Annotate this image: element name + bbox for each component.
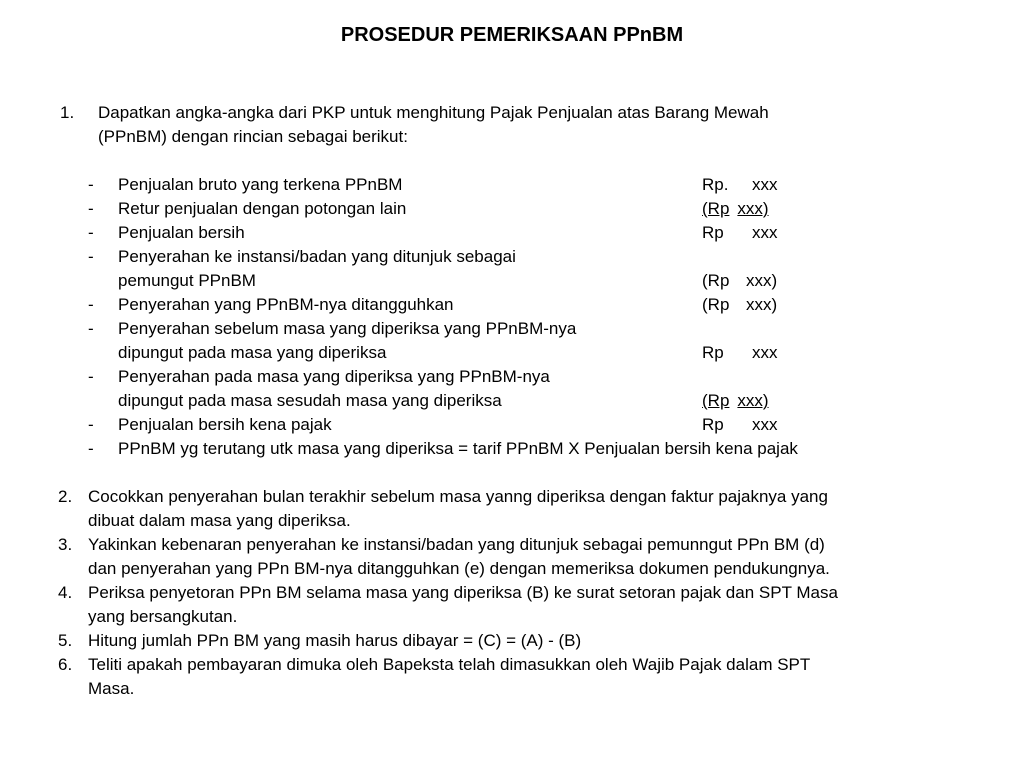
subitem-text-continued: pemungut PPnBM <box>118 271 256 290</box>
dash-bullet: - <box>88 199 94 218</box>
dash-bullet: - <box>88 439 94 458</box>
subitem-text: Penyerahan ke instansi/badan yang ditunjuk sebagai <box>118 247 516 266</box>
dash-bullet: - <box>88 367 94 386</box>
subitem-text-continued: dipungut pada masa yang diperiksa <box>118 343 387 362</box>
subitem-text: Penyerahan sebelum masa yang diperiksa yang PPnBM-nya <box>118 319 577 338</box>
item-text-line: dan penyerahan yang PPn BM-nya ditangguhkan (e) dengan memeriksa dokumen pendukungnya. <box>88 559 830 578</box>
dash-bullet: - <box>88 223 94 242</box>
item-number: 6. <box>58 655 73 674</box>
subitem-text: Penjualan bersih kena pajak <box>118 415 332 434</box>
currency-label: Rp <box>702 415 724 434</box>
amount-value: xxx <box>752 415 778 434</box>
item-text-line: Teliti apakah pembayaran dimuka oleh Bapeksta telah dimasukkan oleh Wajib Pajak dalam SPT <box>88 655 811 674</box>
page-title: PROSEDUR PEMERIKSAAN PPnBM <box>340 24 684 46</box>
item-text-line: Masa. <box>88 679 135 698</box>
item-number: 2. <box>58 487 73 506</box>
item-text-line: Periksa penyetoran PPn BM selama masa yang diperiksa (B) ke surat setoran pajak dan SPT Masa <box>88 583 838 602</box>
item-text-line: Hitung jumlah PPn BM yang masih harus dibayar = (C) = (A) - (B) <box>88 631 582 650</box>
currency-label: (Rp xxx) <box>702 199 769 218</box>
item-number: 3. <box>58 535 73 554</box>
currency-label: Rp. <box>702 175 729 194</box>
subitem-text: Penjualan bersih <box>118 223 245 242</box>
item-text-line: Dapatkan angka-angka dari PKP untuk menghitung Pajak Penjualan atas Barang Mewah <box>98 103 769 122</box>
amount-value: xxx) <box>746 295 778 314</box>
item-text-line: Yakinkan kebenaran penyerahan ke instansi/badan yang ditunjuk sebagai pemunngut PPn BM (d) <box>88 535 825 554</box>
item-number: 4. <box>58 583 73 602</box>
subitem-text-continued: dipungut pada masa sesudah masa yang diperiksa <box>118 391 502 410</box>
amount-value: xxx <box>752 175 778 194</box>
amount-value: xxx <box>752 343 778 362</box>
subitem-text: Penjualan bruto yang terkena PPnBM <box>118 175 403 194</box>
subitem-text: Penyerahan yang PPnBM-nya ditangguhkan <box>118 295 454 314</box>
item-text-line: dibuat dalam masa yang diperiksa. <box>88 511 351 530</box>
subitem-text: Penyerahan pada masa yang diperiksa yang PPnBM-nya <box>118 367 550 386</box>
currency-label: (Rp <box>702 295 730 314</box>
currency-label: Rp <box>702 223 724 242</box>
dash-bullet: - <box>88 415 94 434</box>
amount-value: xxx) <box>746 271 778 290</box>
dash-bullet: - <box>88 175 94 194</box>
item-number: 1. <box>60 103 75 122</box>
currency-label: Rp <box>702 343 724 362</box>
item-text-line: Cocokkan penyerahan bulan terakhir sebelum masa yanng diperiksa dengan faktur pajaknya yang <box>88 487 828 506</box>
currency-label: (Rp <box>702 271 730 290</box>
dash-bullet: - <box>88 319 94 338</box>
item-number: 5. <box>58 631 73 650</box>
item-text-line: (PPnBM) dengan rincian sebagai berikut: <box>98 127 408 146</box>
item-text-line: yang bersangkutan. <box>88 607 238 626</box>
dash-bullet: - <box>88 295 94 314</box>
subitem-text: Retur penjualan dengan potongan lain <box>118 199 407 218</box>
dash-bullet: - <box>88 247 94 266</box>
amount-value: xxx <box>752 223 778 242</box>
subitem-text: PPnBM yg terutang utk masa yang diperiksa = tarif PPnBM X Penjualan bersih kena pajak <box>118 439 798 458</box>
currency-label: (Rp xxx) <box>702 391 769 410</box>
